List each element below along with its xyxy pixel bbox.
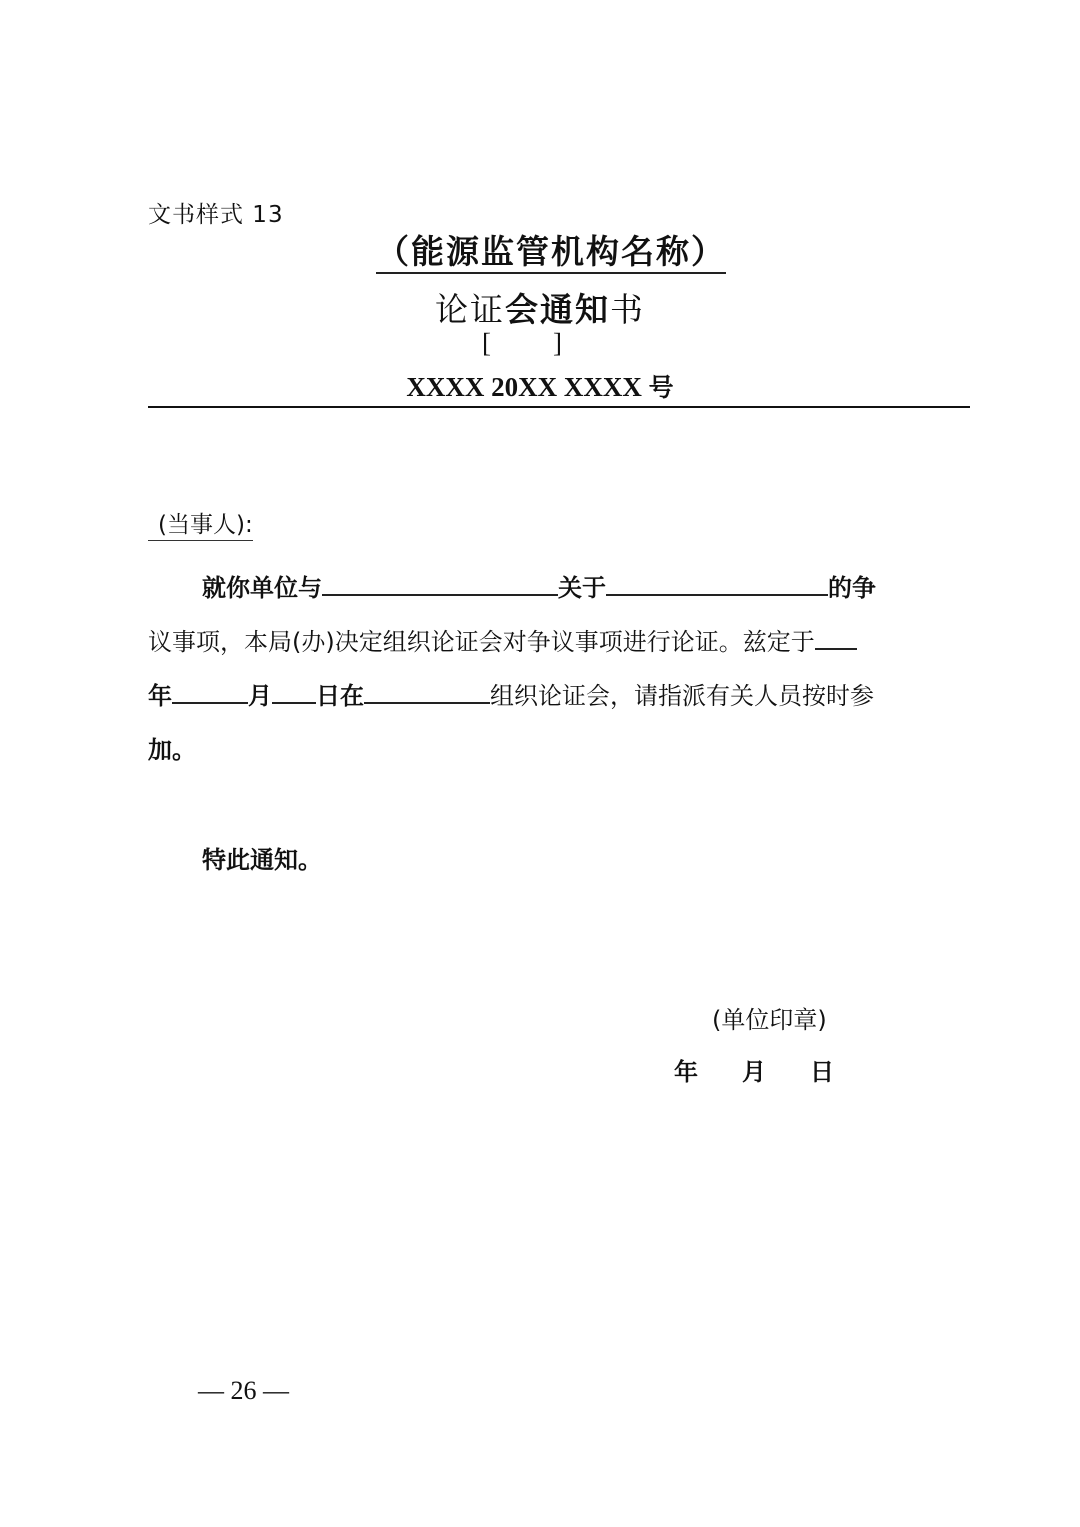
form-label: 文书样式 13 bbox=[148, 202, 284, 228]
body-text: 月 bbox=[248, 682, 272, 710]
body-text: 组织论证会，请指派有关人员按时参 bbox=[490, 682, 874, 710]
title-part-1: 论证 bbox=[435, 290, 505, 329]
body-line-3 bbox=[148, 680, 874, 712]
body-line-1 bbox=[202, 572, 876, 604]
document-bracket bbox=[482, 328, 562, 359]
blank-month[interactable] bbox=[172, 680, 248, 704]
body-text: 年 bbox=[148, 682, 172, 710]
date-day-label: 日 bbox=[810, 1058, 834, 1086]
document-title bbox=[0, 284, 1080, 331]
page-number: — 26 — bbox=[198, 1376, 289, 1405]
organization-name-placeholder: （能源监管机构名称） bbox=[376, 232, 726, 274]
document-number-value: XXXX 20XX XXXX bbox=[406, 372, 642, 402]
signature-date bbox=[674, 1052, 834, 1087]
seal-placeholder: (单位印章) bbox=[712, 1006, 827, 1034]
header-divider bbox=[148, 406, 970, 408]
blank-location[interactable] bbox=[364, 680, 490, 704]
body-text: 议事项，本局(办)决定组织论证会对争议事项进行论证。兹定于 bbox=[148, 628, 815, 656]
blank-dispute-subject[interactable] bbox=[606, 572, 828, 596]
bracket-close: ] bbox=[553, 328, 562, 358]
body-text: 的争 bbox=[828, 574, 876, 602]
body-text: 就你单位与 bbox=[202, 574, 322, 602]
document-number-suffix: 号 bbox=[648, 373, 674, 402]
document-number bbox=[0, 368, 1080, 404]
closing-text: 特此通知。 bbox=[202, 846, 322, 874]
body-line-4 bbox=[148, 734, 196, 766]
title-part-3: 书 bbox=[610, 290, 645, 329]
bracket-open: [ bbox=[482, 328, 491, 358]
blank-day[interactable] bbox=[272, 680, 316, 704]
body-text: 关于 bbox=[558, 574, 606, 602]
body-text: 日在 bbox=[316, 682, 364, 710]
title-part-2: 会通知 bbox=[505, 290, 610, 329]
blank-other-party[interactable] bbox=[322, 572, 558, 596]
date-month-label: 月 bbox=[742, 1058, 766, 1086]
party-field: (当事人): bbox=[148, 510, 253, 541]
body-text: 加。 bbox=[148, 736, 196, 764]
blank-year[interactable] bbox=[815, 626, 857, 650]
date-year-label: 年 bbox=[674, 1058, 698, 1086]
body-line-2 bbox=[148, 626, 857, 658]
